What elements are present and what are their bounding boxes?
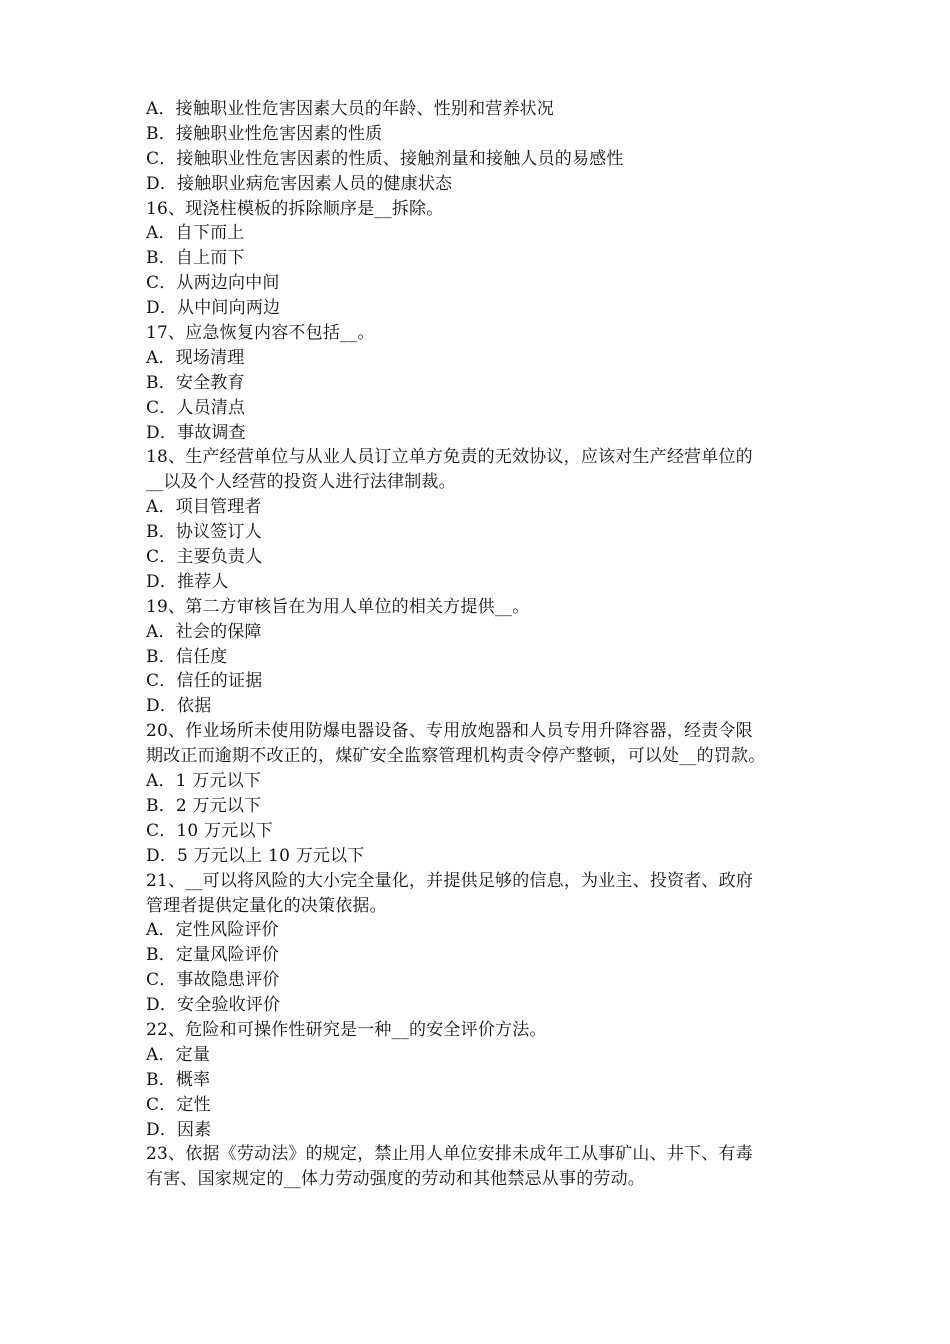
option-a-q22: A．定量 bbox=[146, 1044, 211, 1065]
option-c-q17: C．人员清点 bbox=[146, 397, 246, 418]
question-20-line-2: 期改正而逾期不改正的，煤矿安全监察管理机构责令停产整顿，可以处__的罚款。 bbox=[146, 746, 766, 767]
question-23-line-2: 有害、国家规定的__体力劳动强度的劳动和其他禁忌从事的劳动。 bbox=[146, 1169, 645, 1190]
option-b-q21: B．定量风险评价 bbox=[146, 945, 280, 966]
option-b-q18: B．协议签订人 bbox=[146, 522, 262, 543]
option-a-q19: A．社会的保障 bbox=[146, 621, 262, 642]
question-21-line-1: 21、__可以将风险的大小完全量化，并提供足够的信息，为业主、投资者、政府 bbox=[146, 870, 754, 891]
option-a-q21: A．定性风险评价 bbox=[146, 920, 279, 941]
option-d-q18: D．推荐人 bbox=[146, 571, 229, 592]
option-d-q15: D．接触职业病危害因素人员的健康状态 bbox=[146, 173, 453, 194]
option-d-q21: D．安全验收评价 bbox=[146, 995, 281, 1016]
question-20-line-1: 20、作业场所未使用防爆电器设备、专用放炮器和人员专用升降容器，经责令限 bbox=[146, 721, 753, 742]
option-a-q20: A．1 万元以下 bbox=[146, 771, 262, 792]
option-c-q16: C．从两边向中间 bbox=[146, 273, 280, 294]
option-d-q16: D．从中间向两边 bbox=[146, 298, 281, 319]
option-c-q18: C．主要负责人 bbox=[146, 547, 263, 568]
option-a-q17: A．现场清理 bbox=[146, 347, 245, 368]
option-a-q16: A．自下而上 bbox=[146, 223, 245, 244]
option-b-q16: B．自上而下 bbox=[146, 248, 245, 269]
document-page bbox=[146, 97, 818, 1192]
question-22: 22、危险和可操作性研究是一种__的安全评价方法。 bbox=[146, 1019, 547, 1040]
option-c-q21: C．事故隐患评价 bbox=[146, 970, 280, 991]
option-d-q17: D．事故调查 bbox=[146, 422, 246, 443]
option-b-q20: B．2 万元以下 bbox=[146, 795, 262, 816]
option-d-q20: D．5 万元以上 10 万元以下 bbox=[146, 845, 365, 866]
option-a-q18: A．项目管理者 bbox=[146, 497, 262, 518]
option-c-q15: C．接触职业性危害因素的性质、接触剂量和接触人员的易感性 bbox=[146, 148, 624, 169]
option-b-q19: B．信任度 bbox=[146, 646, 228, 667]
question-17: 17、应急恢复内容不包括__。 bbox=[146, 323, 375, 344]
option-b-q15: B．接触职业性危害因素的性质 bbox=[146, 123, 383, 144]
question-16: 16、现浇柱模板的拆除顺序是__拆除。 bbox=[146, 198, 444, 219]
option-b-q22: B．概率 bbox=[146, 1069, 211, 1090]
option-a-q15: A．接触职业性危害因素大员的年龄、性别和营养状况 bbox=[146, 99, 555, 119]
option-d-q19: D．依据 bbox=[146, 696, 212, 717]
option-c-q22: C．定性 bbox=[146, 1094, 211, 1115]
option-c-q20: C．10 万元以下 bbox=[146, 820, 273, 841]
question-18-line-1: 18、生产经营单位与从业人员订立单方免责的无效协议，应该对生产经营单位的 bbox=[146, 447, 753, 468]
option-c-q19: C．信任的证据 bbox=[146, 671, 263, 692]
question-18-line-2: __以及个人经营的投资人进行法律制裁。 bbox=[146, 472, 456, 493]
question-23-line-1: 23、依据《劳动法》的规定，禁止用人单位安排未成年工从事矿山、井下、有毒 bbox=[146, 1144, 753, 1165]
option-d-q22: D．因素 bbox=[146, 1119, 212, 1140]
question-21-line-2: 管理者提供定量化的决策依据。 bbox=[146, 895, 387, 916]
question-19: 19、第二方审核旨在为用人单位的相关方提供__。 bbox=[146, 596, 530, 617]
option-b-q17: B．安全教育 bbox=[146, 372, 245, 393]
